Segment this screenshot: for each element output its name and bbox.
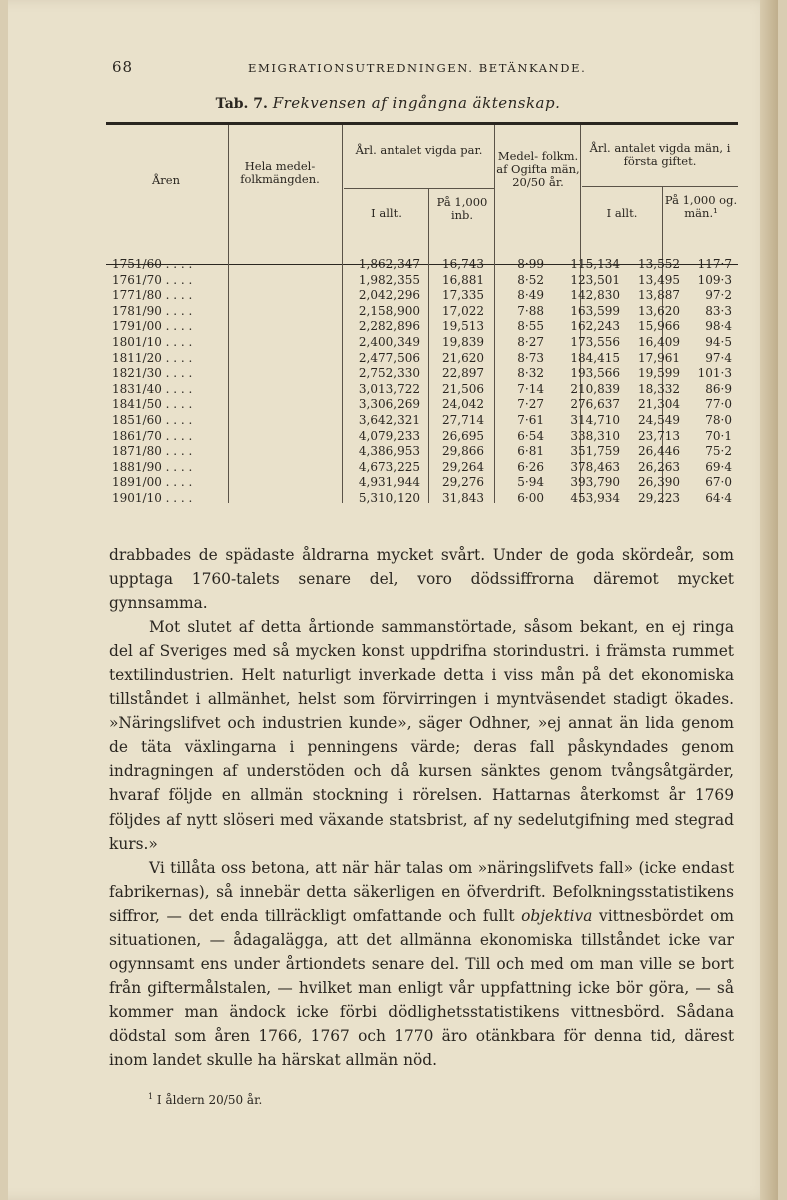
cell-year: 1861/70 . . . . [112,428,193,443]
cell-married-per1000: 6·26 [517,459,544,474]
cell-men-per1000: 78·0 [705,413,732,427]
table-row [106,288,738,304]
cell-year: 1751/60 . . . . [112,257,193,271]
cell-unmarried-men: 393,790 [570,475,620,490]
cell-married-all: 19,513 [442,319,484,334]
cell-population: 3,642,321 [358,413,420,427]
cell-unmarried-men: 123,501 [570,272,620,287]
cell-men-all: 24,549 [638,413,680,427]
running-head [8,58,778,80]
cell-men-all: 26,446 [638,444,680,459]
cell-unmarried-men: 142,830 [570,288,620,303]
table-row [106,491,738,507]
cell-men-all: 23,713 [638,428,680,443]
table-row [106,382,738,398]
cell-population: 3,013,722 [358,381,420,396]
cell-married-per1000: 8·55 [517,319,544,334]
cell-population: 2,477,506 [358,350,420,365]
paragraph-3-emphasis: objektiva [521,906,593,925]
cell-population: 1,862,347 [358,257,420,271]
cell-unmarried-men: 162,243 [570,319,620,334]
cell-unmarried-men: 351,759 [570,444,620,459]
cell-unmarried-men: 115,134 [570,257,620,271]
cell-population: 2,400,349 [358,335,420,349]
footnote [148,1092,262,1107]
table-row [106,335,738,351]
cell-married-per1000: 8·52 [517,272,544,287]
table-row [106,319,738,335]
cell-men-all: 18,332 [638,381,680,396]
header-married-all: I allt. [371,206,402,220]
cell-population: 2,752,330 [358,366,420,381]
table-row [106,397,738,413]
paragraph-1: drabbades de spädaste åldrarna mycket svårt. Under de goda skördeår, som upptaga 1760-talets senare del, voro dödssiffrorna däremot mycket gynnsamma. [109,546,734,613]
table-row [106,273,738,289]
cell-married-per1000: 6·81 [517,444,544,459]
footnote-mark: 1 [148,1092,154,1101]
cell-unmarried-men: 378,463 [570,459,620,474]
cell-men-all: 29,223 [638,491,680,505]
cell-men-per1000: 98·4 [705,319,732,334]
cell-population: 3,306,269 [358,397,420,412]
cell-year: 1881/90 . . . . [112,459,193,474]
paragraph-3-part-a: Vi tillåta oss betona, att när här talas om »näringslifvets fall» (icke endast fabrikernas), så innebär detta säkerligen en öfverdrift. Befolkningsstatistikens siffror, — det enda tillräckligt omfattande och fullt [109,858,734,925]
table-row [106,475,738,491]
cell-married-all: 29,866 [442,444,484,459]
cell-married-all: 16,743 [442,257,484,271]
cell-men-all: 16,409 [638,335,680,349]
cell-married-all: 26,695 [442,428,484,443]
cell-year: 1831/40 . . . . [112,381,193,396]
cell-married-all: 17,335 [442,288,484,303]
cell-married-all: 16,881 [442,272,484,287]
cell-men-per1000: 117·7 [697,257,732,271]
cell-married-per1000: 8·99 [517,257,544,271]
cell-men-all: 26,263 [638,459,680,474]
table-row [106,444,738,460]
cell-men-per1000: 97·2 [705,288,732,303]
table-row [106,304,738,320]
cell-year: 1811/20 . . . . [112,350,193,365]
cell-unmarried-men: 173,556 [570,335,620,349]
cell-married-per1000: 6·54 [517,428,544,443]
cell-men-per1000: 70·1 [705,428,732,443]
cell-married-per1000: 8·32 [517,366,544,381]
cell-year: 1851/60 . . . . [112,413,193,427]
cell-year: 1821/30 . . . . [112,366,193,381]
cell-married-all: 19,839 [442,335,484,349]
running-head-title: EMIGRATIONSUTREDNINGEN. BETÄNKANDE. [248,61,587,75]
cell-year: 1841/50 . . . . [112,397,193,412]
header-population: Hela medel- folkmängden. [240,159,320,186]
paragraph-2: Mot slutet af detta årtionde sammanstörtade, såsom bekant, en ej ringa del af Sveriges med så mycken konst uppdrifna storindustri. i främsta rummet textilindustrien. Helt naturligt inverkade detta i viss mån på det ekonomiska tillståndet i allmänhet, helst som förvirringen i myntväsendet stadigt ökades. »Näringslifvet och industrien kunde», säger Odhner, »ej annat än lida genom de täta växlingarna i penningens värde; deras fall påskyndades genom indragningen af understöden och då kursen sänktes genom tvångsåtgärder, hvaraf följde en allmän stockning i rörelsen. Hattarnas återkomst år 1769 följdes af nytt slöseri med växande statsbrist, af ny sedelutgifning med stegrad kurs.» [109,618,734,853]
header-years: Åren [151,173,180,187]
cell-married-all: 21,506 [442,381,484,396]
cell-married-all: 29,276 [442,475,484,490]
cell-unmarried-men: 210,839 [570,381,620,396]
footnote-text: I åldern 20/50 år. [156,1093,263,1107]
cell-year: 1771/80 . . . . [112,288,193,303]
header-married-pairs: Årl. antalet vigda par. [355,143,483,157]
cell-men-per1000: 75·2 [705,444,732,459]
cell-unmarried-men: 184,415 [570,350,620,365]
cell-unmarried-men: 453,934 [570,491,620,505]
header-subrule-men [582,186,738,187]
table-row [106,429,738,445]
cell-men-per1000: 77·0 [705,397,732,412]
cell-married-all: 24,042 [442,397,484,412]
cell-unmarried-men: 163,599 [570,303,620,318]
cell-men-per1000: 101·3 [697,366,732,381]
cell-men-per1000: 109·3 [697,272,732,287]
table-row [106,257,738,273]
header-first-time-men: Årl. antalet vigda män, i första giftet. [589,141,731,168]
cell-unmarried-men: 193,566 [570,366,620,381]
table-caption [8,94,768,112]
cell-men-all: 13,887 [638,288,680,303]
cell-men-per1000: 86·9 [705,381,732,396]
table-row [106,366,738,382]
table-row [106,413,738,429]
cell-married-per1000: 6·00 [517,491,544,505]
paragraph-3 [109,856,734,1072]
cell-year: 1761/70 . . . . [112,272,193,287]
paragraph-3-part-b: vittnesbördet om situationen, — ådagalägga, att det allmänna ekonomiska tillståndet icke var ogynnsamt ens under årtiondets senare del. Till och med om man ville se bort från giftermålstalen, — hvilket man enligt vår uppfattning icke bör göra, — så kommer man ändock icke förbi dödlighetsstatistikens vittnesbörd. Sådana dödstal som åren 1766, 1767 och 1770 äro otänkbara för denna tid, därest inom landet skulle ha härskat allmän nöd. [109,906,734,1069]
table-top-rule [106,122,738,125]
cell-married-per1000: 8·27 [517,335,544,349]
cell-population: 2,158,900 [358,303,420,318]
cell-married-per1000: 7·14 [517,381,544,396]
page-number: 68 [112,58,134,76]
cell-men-all: 17,961 [638,350,680,365]
cell-population: 4,386,953 [358,444,420,459]
cell-population: 4,673,225 [358,459,420,474]
cell-married-per1000: 7·88 [517,303,544,318]
cell-married-all: 17,022 [442,303,484,318]
cell-men-all: 13,552 [638,257,680,271]
table-row [106,351,738,367]
cell-married-per1000: 8·49 [517,288,544,303]
table-label: Tab. 7. [215,96,268,112]
cell-unmarried-men: 314,710 [570,413,620,427]
page-edge-shadow [760,0,778,1200]
cell-population: 4,079,233 [358,428,420,443]
cell-married-per1000: 7·61 [517,413,544,427]
cell-men-per1000: 69·4 [705,459,732,474]
cell-married-per1000: 5·94 [517,475,544,490]
cell-year: 1801/10 . . . . [112,335,193,349]
cell-men-per1000: 83·3 [705,303,732,318]
cell-married-all: 21,620 [442,350,484,365]
cell-men-per1000: 97·4 [705,350,732,365]
cell-year: 1901/10 . . . . [112,491,193,505]
header-men-per1000: På 1,000 og. män.¹ [664,193,738,220]
cell-men-all: 21,304 [638,397,680,412]
cell-men-all: 15,966 [638,319,680,334]
cell-year: 1891/00 . . . . [112,475,193,490]
cell-unmarried-men: 338,310 [570,428,620,443]
cell-year: 1871/80 . . . . [112,444,193,459]
cell-year: 1791/00 . . . . [112,319,193,334]
header-men-all: I allt. [606,206,638,220]
cell-population: 2,282,896 [358,319,420,334]
cell-year: 1781/90 . . . . [112,303,193,318]
cell-population: 1,982,355 [358,272,420,287]
cell-men-all: 19,599 [638,366,680,381]
cell-men-all: 13,620 [638,303,680,318]
cell-married-per1000: 7·27 [517,397,544,412]
cell-men-all: 26,390 [638,475,680,490]
cell-unmarried-men: 276,637 [570,397,620,412]
cell-population: 5,310,120 [358,491,420,505]
cell-married-all: 29,264 [442,459,484,474]
cell-married-all: 22,897 [442,366,484,381]
cell-men-per1000: 94·5 [705,335,732,349]
header-subrule-pairs [344,188,494,189]
table-title: Frekvensen af ingångna äktenskap. [272,94,561,112]
cell-men-per1000: 64·4 [705,491,732,505]
cell-population: 2,042,296 [358,288,420,303]
book-page [8,0,778,1200]
header-married-per1000: På 1,000 inb. [436,195,488,222]
body-text [109,543,734,1072]
cell-population: 4,931,944 [358,475,420,490]
header-unmarried-men: Medel- folkm. af Ogifta män, 20/50 år. [496,149,580,189]
cell-married-all: 31,843 [442,491,484,505]
cell-men-per1000: 67·0 [705,475,732,490]
table-row [106,460,738,476]
cell-married-per1000: 8·73 [517,350,544,365]
cell-married-all: 27,714 [442,413,484,427]
cell-men-all: 13,495 [638,272,680,287]
